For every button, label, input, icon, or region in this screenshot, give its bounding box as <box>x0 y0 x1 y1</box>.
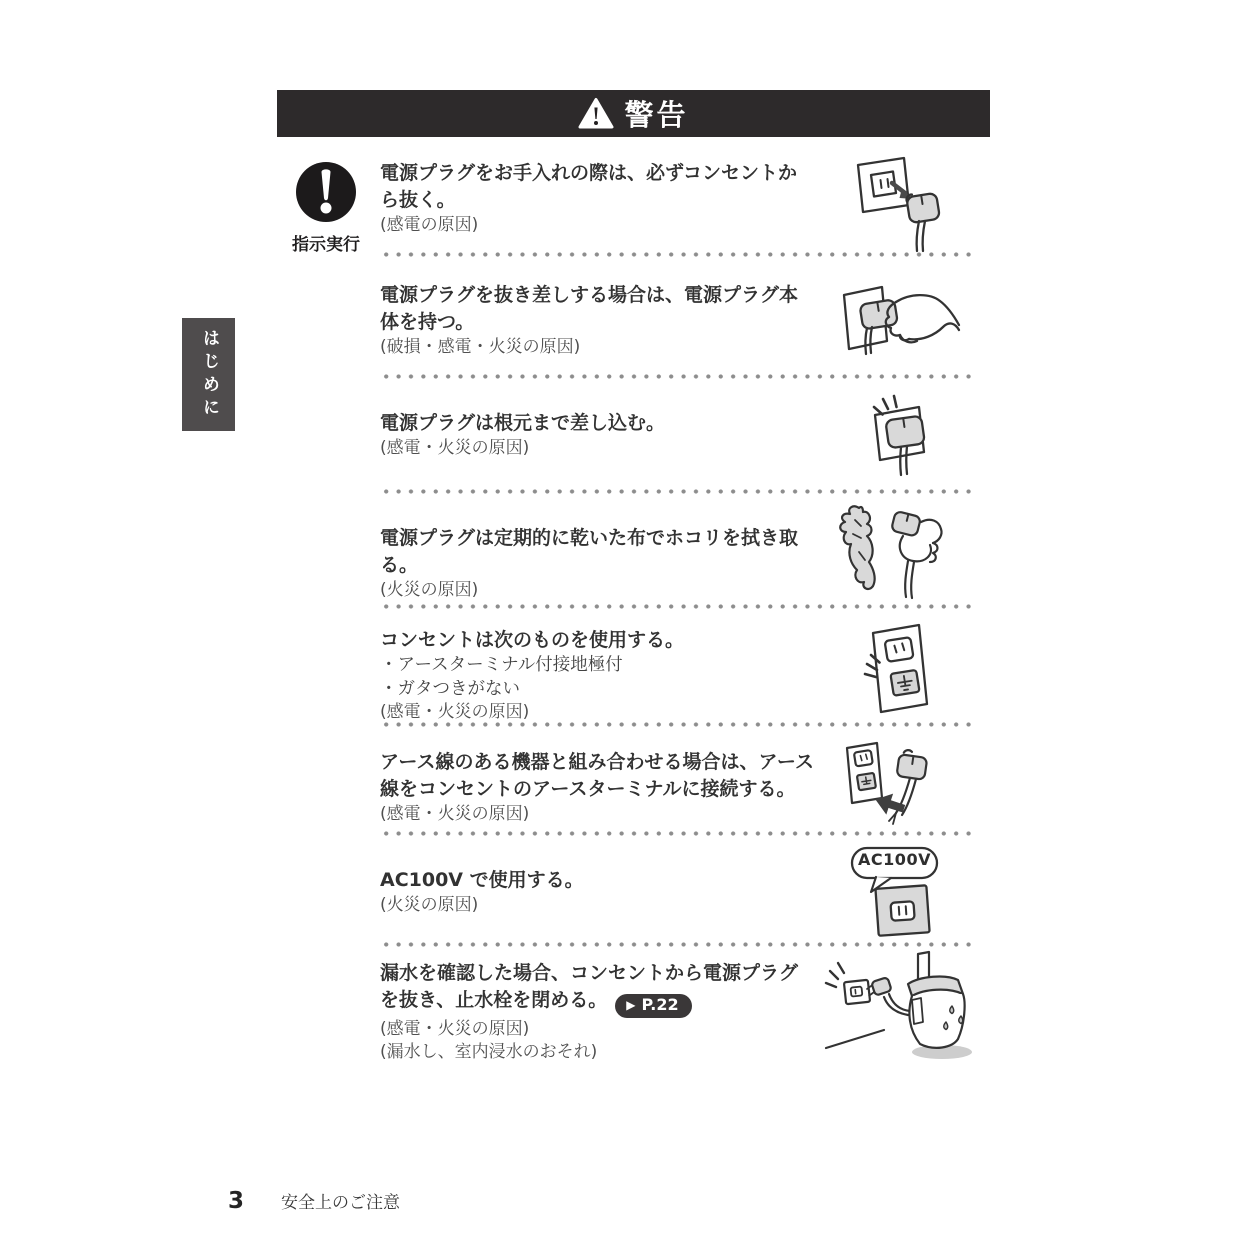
illustration-plug-removed-from-outlet <box>845 155 945 253</box>
instruction-text: 電源プラグは根元まで差し込む。 <box>380 412 666 434</box>
safety-row <box>380 525 816 602</box>
dotted-separator <box>380 722 977 727</box>
cause-note: (火災の原因) <box>380 895 479 915</box>
instruction-text: 電源プラグをお手入れの際は、必ずコンセントから抜く。 <box>380 162 798 211</box>
dotted-separator <box>380 604 977 609</box>
cause-note: (感電の原因) <box>380 215 479 235</box>
cause-note: (感電・火災の原因) <box>380 438 530 458</box>
instruction-text: コンセントは次のものを使用する。 <box>380 629 685 651</box>
safety-row <box>380 160 816 237</box>
cause-note: (感電・火災の原因) <box>380 1018 530 1039</box>
safety-row <box>380 282 816 359</box>
warning-title: 警告 <box>624 98 689 132</box>
illustration-hand-holding-plug-body <box>836 279 962 373</box>
illustration-outlet-with-earth-terminal <box>860 620 938 718</box>
instruction-text: 電源プラグは定期的に乾いた布でホコリを拭き取る。 <box>380 527 799 576</box>
cause-note: (感電・火災の原因) <box>380 804 530 824</box>
condition-bullet: ・アースターミナル付接地極付 <box>380 655 623 675</box>
instruction-text <box>380 960 816 1018</box>
dotted-separator <box>380 831 977 836</box>
cause-note: (漏水し、室内浸水のおそれ) <box>380 1041 598 1062</box>
dotted-separator <box>380 942 977 947</box>
safety-row <box>380 749 816 826</box>
dotted-separator <box>380 374 977 379</box>
mandatory-action-label: 指示実行 <box>292 235 360 255</box>
page-footer <box>228 1188 400 1214</box>
illustration-connect-earth-wire-to-outlet <box>840 738 937 835</box>
illustration-ac100v-outlet <box>846 845 943 937</box>
dotted-separator <box>380 252 977 257</box>
mandatory-action-icon <box>294 160 358 224</box>
illustration-unplug-and-close-water-valve-on-leak <box>824 950 976 1062</box>
footer-section-label: 安全上のご注意 <box>281 1193 401 1213</box>
condition-bullet: ・ガタつきがない <box>380 678 520 699</box>
mandatory-action-block <box>288 160 364 255</box>
warning-header-bar <box>277 90 990 137</box>
instruction-text-span: 漏水を確認した場合、コンセントから電源プラグを抜き、止水栓を閉める。 <box>380 962 799 1011</box>
page-reference-text: P.22 <box>641 995 679 1015</box>
play-icon: ▶ <box>626 998 636 1012</box>
instruction-text: 電源プラグを抜き差しする場合は、電源プラグ本体を持つ。 <box>380 284 799 333</box>
sidebar-tab-introduction <box>182 318 235 431</box>
sidebar-tab-label: はじめに <box>199 328 219 421</box>
safety-row <box>380 410 816 460</box>
voltage-bubble-label: AC100V <box>858 850 931 869</box>
dotted-separator <box>380 489 977 494</box>
instruction-text: AC100V で使用する。 <box>380 869 584 891</box>
illustration-wiping-plug-with-dry-cloth <box>833 502 951 600</box>
cause-note: (破損・感電・火災の原因) <box>380 337 581 357</box>
warning-triangle-icon <box>578 97 614 130</box>
safety-row <box>380 960 816 1064</box>
instruction-text: アース線のある機器と組み合わせる場合は、アース線をコンセントのアースターミナルに接続する。 <box>380 751 814 800</box>
illustration-plug-fully-inserted <box>853 394 945 478</box>
page-number: 3 <box>228 1188 245 1214</box>
cause-note: (火災の原因) <box>380 580 479 600</box>
cause-note: (感電・火災の原因) <box>380 702 530 722</box>
page-reference-badge <box>615 994 691 1017</box>
safety-row <box>380 627 816 724</box>
safety-row <box>380 867 816 917</box>
